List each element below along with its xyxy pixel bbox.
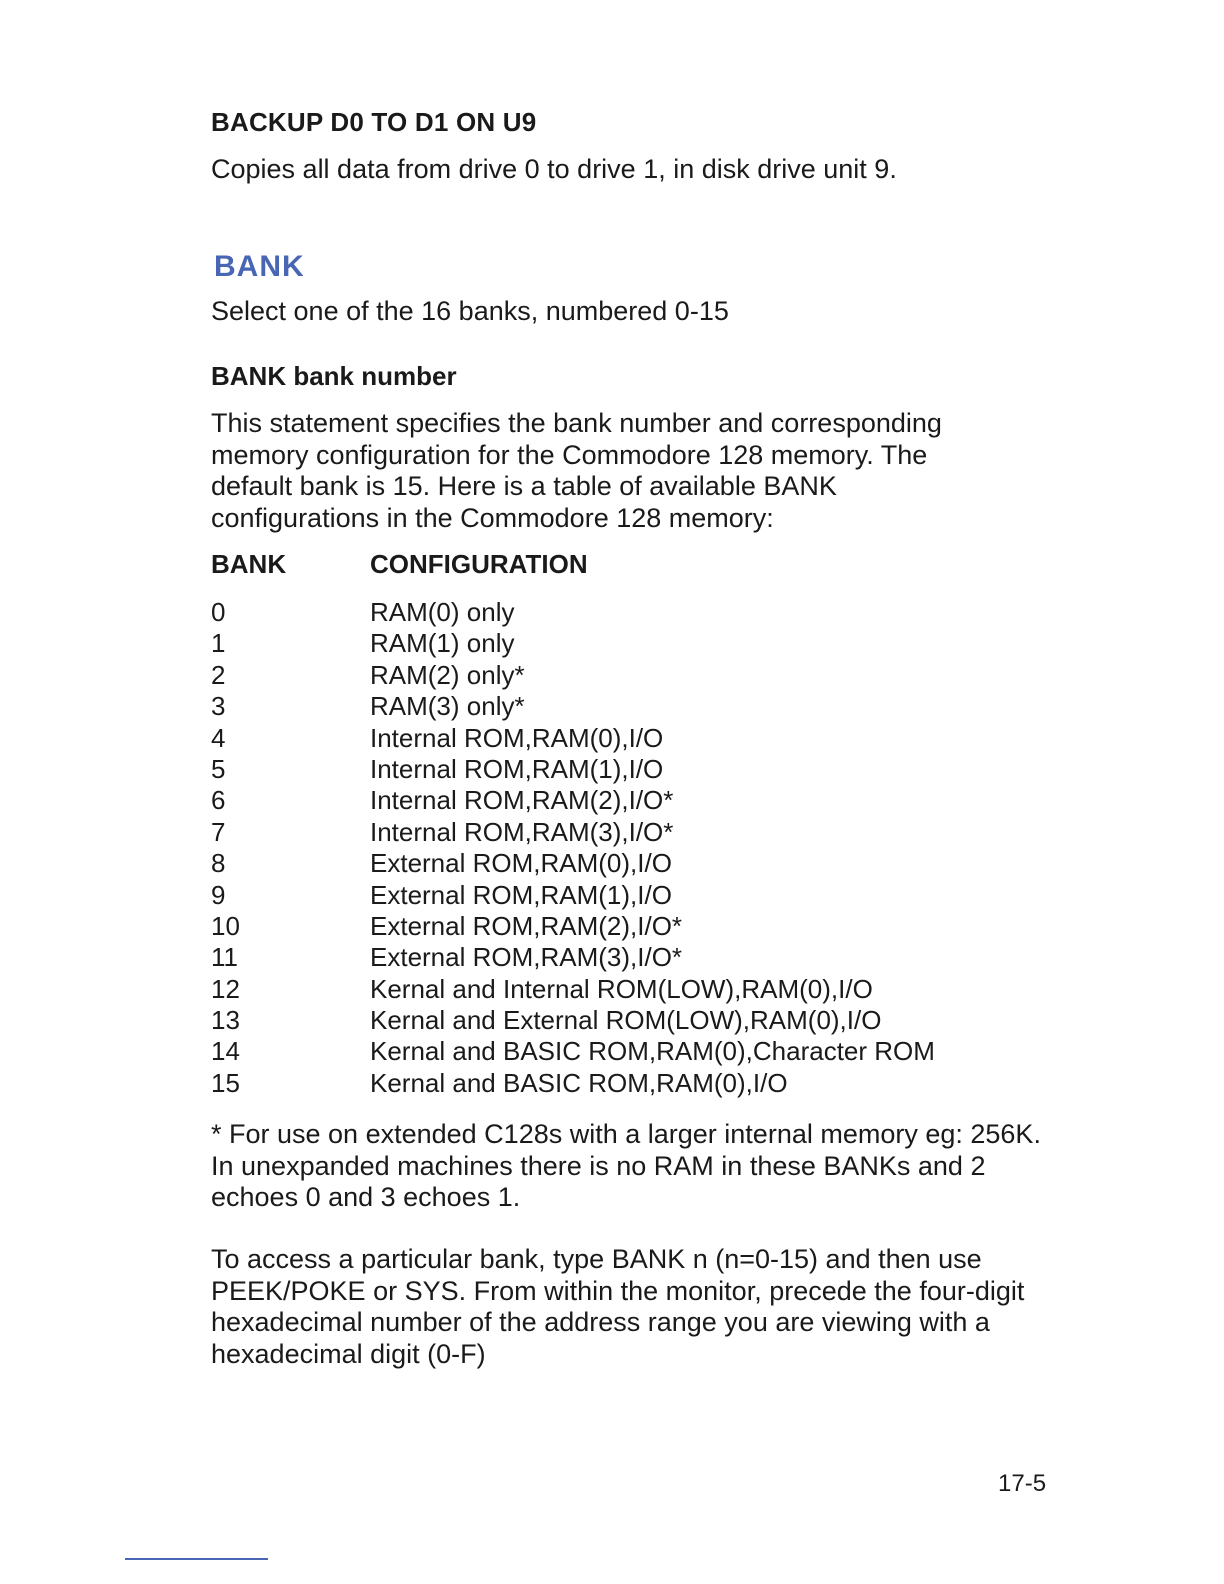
bank-number: 10 bbox=[211, 910, 240, 941]
table-row bbox=[211, 1036, 1061, 1067]
example-heading: BACKUP D0 TO D1 ON U9 bbox=[211, 107, 537, 137]
example-description: Copies all data from drive 0 to drive 1, in disk drive unit 9. bbox=[211, 154, 897, 184]
bank-number: 12 bbox=[211, 973, 240, 1004]
bank-configuration: RAM(3) only* bbox=[370, 691, 525, 722]
footer-rule bbox=[125, 1558, 268, 1560]
bank-configuration: External ROM,RAM(3),I/O* bbox=[370, 942, 683, 973]
bank-configuration: External ROM,RAM(0),I/O bbox=[370, 848, 672, 879]
bank-configuration: External ROM,RAM(1),I/O bbox=[370, 879, 672, 910]
bank-number: 7 bbox=[211, 816, 226, 847]
table-row bbox=[211, 974, 1061, 1005]
table-header-configuration: CONFIGURATION bbox=[370, 549, 588, 579]
table-row bbox=[211, 1068, 1061, 1099]
table-row bbox=[211, 817, 1061, 848]
bank-number: 8 bbox=[211, 848, 226, 879]
bank-table bbox=[211, 597, 1061, 1099]
bank-number: 4 bbox=[211, 722, 226, 753]
bank-configuration: Kernal and BASIC ROM,RAM(0),Character ROM bbox=[370, 1036, 935, 1067]
bank-number: 2 bbox=[211, 659, 226, 690]
bank-configuration: Internal ROM,RAM(0),I/O bbox=[370, 722, 664, 753]
bank-number: 13 bbox=[211, 1005, 240, 1036]
table-row bbox=[211, 691, 1061, 722]
bank-configuration: RAM(0) only bbox=[370, 597, 515, 627]
table-row bbox=[211, 785, 1061, 816]
bank-configuration: Internal ROM,RAM(2),I/O* bbox=[370, 785, 674, 816]
bank-configuration: Kernal and BASIC ROM,RAM(0),I/O bbox=[370, 1067, 788, 1098]
intro-paragraph: This statement specifies the bank number and corresponding memory configuration for the Commodore 128 memory. The default bank is 15. Here is a table of available BANK configurations in the Commodore 128 memory: bbox=[211, 408, 942, 533]
page-number: 17-5 bbox=[998, 1470, 1047, 1497]
table-row bbox=[211, 848, 1061, 879]
bank-number: 15 bbox=[211, 1067, 240, 1098]
table-row bbox=[211, 911, 1061, 942]
syntax-heading: BANK bank number bbox=[211, 361, 457, 391]
bank-number: 11 bbox=[211, 942, 238, 973]
footnote: * For use on extended C128s with a larger internal memory eg: 256K. In unexpanded machines there is no RAM in these BANKs and 2 echoes 0 and 3 echoes 1. bbox=[211, 1119, 1041, 1213]
bank-configuration: Internal ROM,RAM(3),I/O* bbox=[370, 816, 674, 847]
table-row bbox=[211, 597, 1061, 628]
bank-number: 5 bbox=[211, 753, 226, 784]
bank-number: 1 bbox=[211, 628, 226, 659]
table-row bbox=[211, 628, 1061, 659]
table-header-bank: BANK bbox=[211, 549, 287, 579]
bank-number: 14 bbox=[211, 1036, 240, 1067]
table-row bbox=[211, 660, 1061, 691]
bank-configuration: External ROM,RAM(2),I/O* bbox=[370, 910, 683, 941]
bank-number: 0 bbox=[211, 597, 226, 627]
bank-number: 6 bbox=[211, 785, 226, 816]
bank-configuration: RAM(1) only bbox=[370, 628, 515, 659]
section-title: BANK bbox=[214, 250, 305, 283]
table-row bbox=[211, 880, 1061, 911]
table-row bbox=[211, 723, 1061, 754]
table-row bbox=[211, 754, 1061, 785]
bank-configuration: Internal ROM,RAM(1),I/O bbox=[370, 753, 664, 784]
bank-configuration: RAM(2) only* bbox=[370, 659, 525, 690]
usage-paragraph: To access a particular bank, type BANK n (n=0-15) and then use PEEK/POKE or SYS. From within the monitor, precede the four-digit hexadecimal number of the address range you are viewing with a hexadecimal digit (0-F) bbox=[211, 1244, 1025, 1369]
bank-configuration: Kernal and Internal ROM(LOW),RAM(0),I/O bbox=[370, 973, 873, 1004]
table-row bbox=[211, 942, 1061, 973]
bank-number: 9 bbox=[211, 879, 226, 910]
section-summary: Select one of the 16 banks, numbered 0-15 bbox=[211, 296, 729, 326]
bank-number: 3 bbox=[211, 691, 226, 722]
bank-configuration: Kernal and External ROM(LOW),RAM(0),I/O bbox=[370, 1005, 882, 1036]
table-row bbox=[211, 1005, 1061, 1036]
